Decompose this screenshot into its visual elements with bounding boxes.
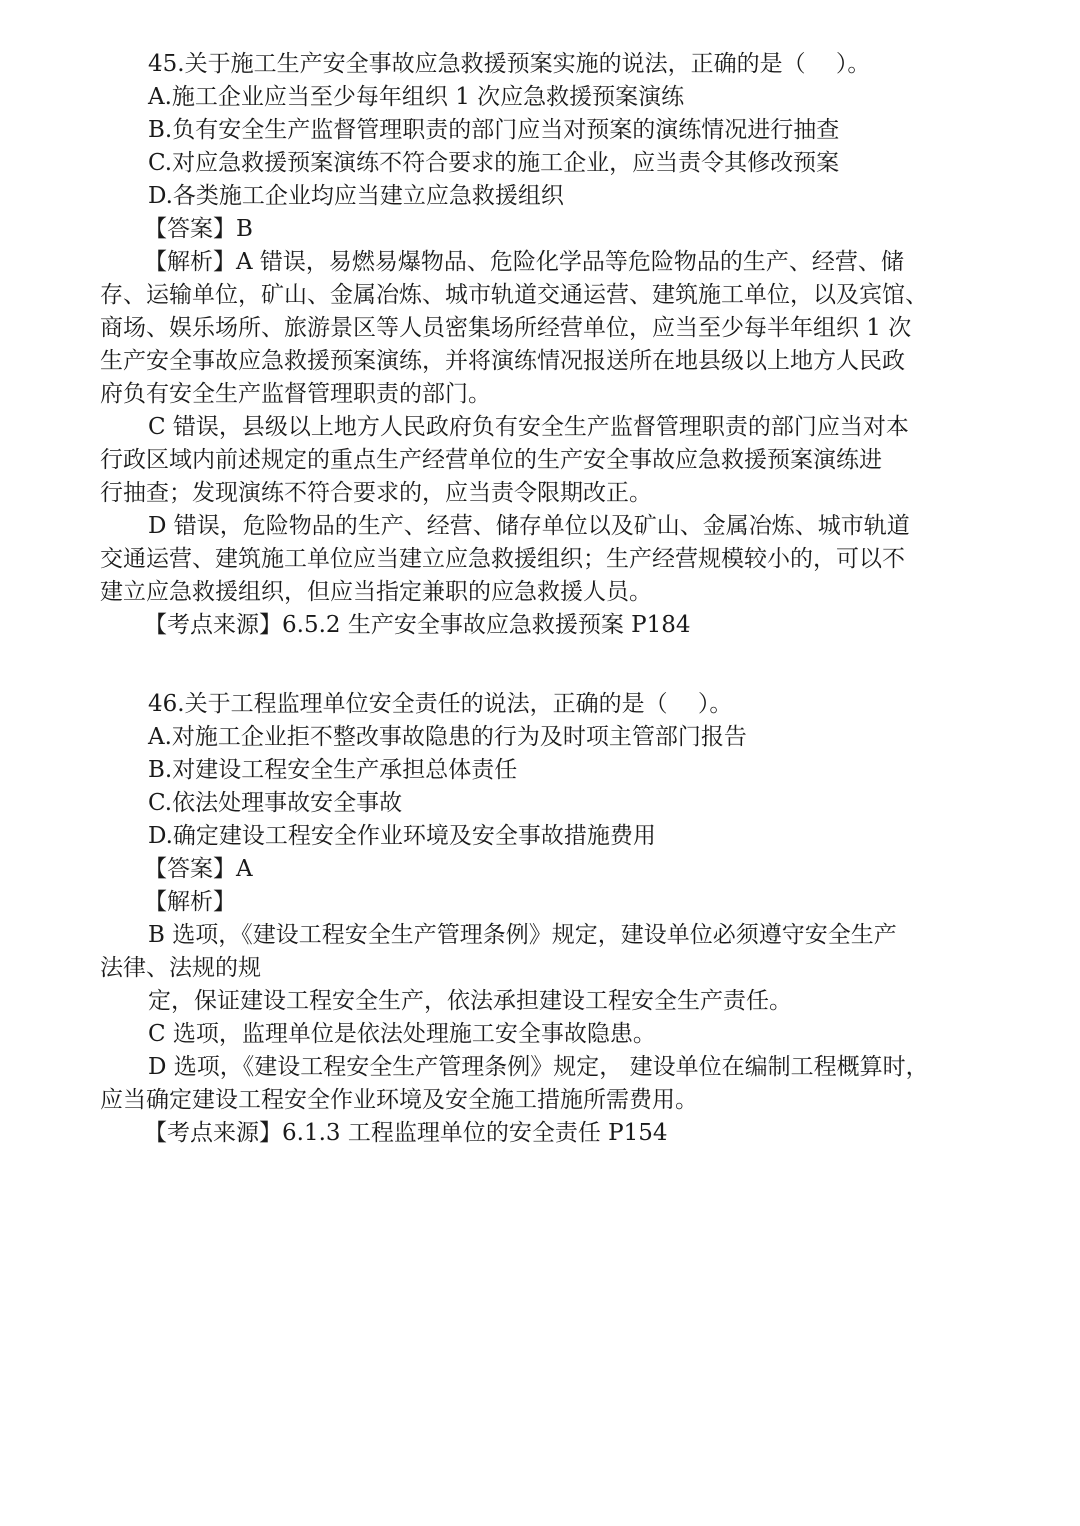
question-45-option-c: C.对应急救援预案演练不符合要求的施工企业，应当责令其修改预案 [148,150,840,176]
question-45-stem: 45.关于施工生产安全事故应急救援预案实施的说法，正确的是（ ）。 [148,51,871,77]
question-45-c-explanation: 行抽查；发现演练不符合要求的，应当责令限期改正。 [100,480,652,506]
question-46-c-explanation: C 选项，监理单位是依法处理施工安全事故隐患。 [148,1021,656,1047]
question-46-source: 【考点来源】6.1.3 工程监理单位的安全责任 P154 [144,1120,668,1146]
question-45-d-explanation: 交通运营、建筑施工单位应当建立应急救援组织；生产经营规模较小的，可以不 [100,546,905,572]
section-spacer [100,642,1000,688]
question-45-analysis-line: 商场、娱乐场所、旅游景区等人员密集场所经营单位，应当至少每半年组织 1 次 [100,315,912,341]
question-45-analysis-line: 存、运输单位，矿山、金属冶炼、城市轨道交通运营、建筑施工单位，以及宾馆、 [100,282,928,308]
question-45 [100,48,1000,642]
question-45-analysis-line: 【解析】A 错误，易燃易爆物品、危险化学品等危险物品的生产、经营、储 [144,249,904,275]
question-45-c-explanation: C 错误，县级以上地方人民政府负有安全生产监督管理职责的部门应当对本 [148,414,909,440]
question-46-option-a: A.对施工企业拒不整改事故隐患的行为及时项主管部门报告 [148,724,747,750]
question-46-b-explanation: 定，保证建设工程安全生产，依法承担建设工程安全生产责任。 [148,988,792,1014]
question-45-option-b: B.负有安全生产监督管理职责的部门应当对预案的演练情况进行抽查 [148,117,840,143]
question-46-analysis-label: 【解析】 [144,889,236,915]
question-45-answer: 【答案】B [144,216,253,242]
question-45-c-explanation: 行政区域内前述规定的重点生产经营单位的生产安全事故应急救援预案演练进 [100,447,882,473]
question-45-d-explanation: 建立应急救援组织，但应当指定兼职的应急救援人员。 [100,579,652,605]
question-46-option-d: D.确定建设工程安全作业环境及安全事故措施费用 [148,823,656,849]
question-46-b-explanation: 法律、法规的规 [100,955,261,981]
question-45-d-explanation: D 错误，危险物品的生产、经营、储存单位以及矿山、金属冶炼、城市轨道 [148,513,910,539]
question-46 [100,688,1000,1150]
question-46-stem: 46.关于工程监理单位安全责任的说法，正确的是（ ）。 [148,691,733,717]
question-46-answer: 【答案】A [144,856,253,882]
question-45-source: 【考点来源】6.5.2 生产安全事故应急救援预案 P184 [144,612,691,638]
question-45-option-d: D.各类施工企业均应当建立应急救援组织 [148,183,564,209]
question-45-option-a: A.施工企业应当至少每年组织 1 次应急救援预案演练 [148,84,685,110]
question-45-analysis-line: 府负有安全生产监督管理职责的部门。 [100,381,491,407]
question-46-d-explanation: 应当确定建设工程安全作业环境及安全施工措施所需费用。 [100,1087,698,1113]
question-46-b-explanation: B 选项，《建设工程安全生产管理条例》规定，建设单位必须遵守安全生产 [148,922,897,948]
question-46-option-b: B.对建设工程安全生产承担总体责任 [148,757,518,783]
question-45-analysis-line: 生产安全事故应急救援预案演练，并将演练情况报送所在地县级以上地方人民政 [100,348,905,374]
question-46-option-c: C.依法处理事故安全事故 [148,790,403,816]
question-46-d-explanation: D 选项，《建设工程安全生产管理条例》规定， 建设单位在编制工程概算时， [148,1054,929,1080]
document-page [100,48,1000,1150]
